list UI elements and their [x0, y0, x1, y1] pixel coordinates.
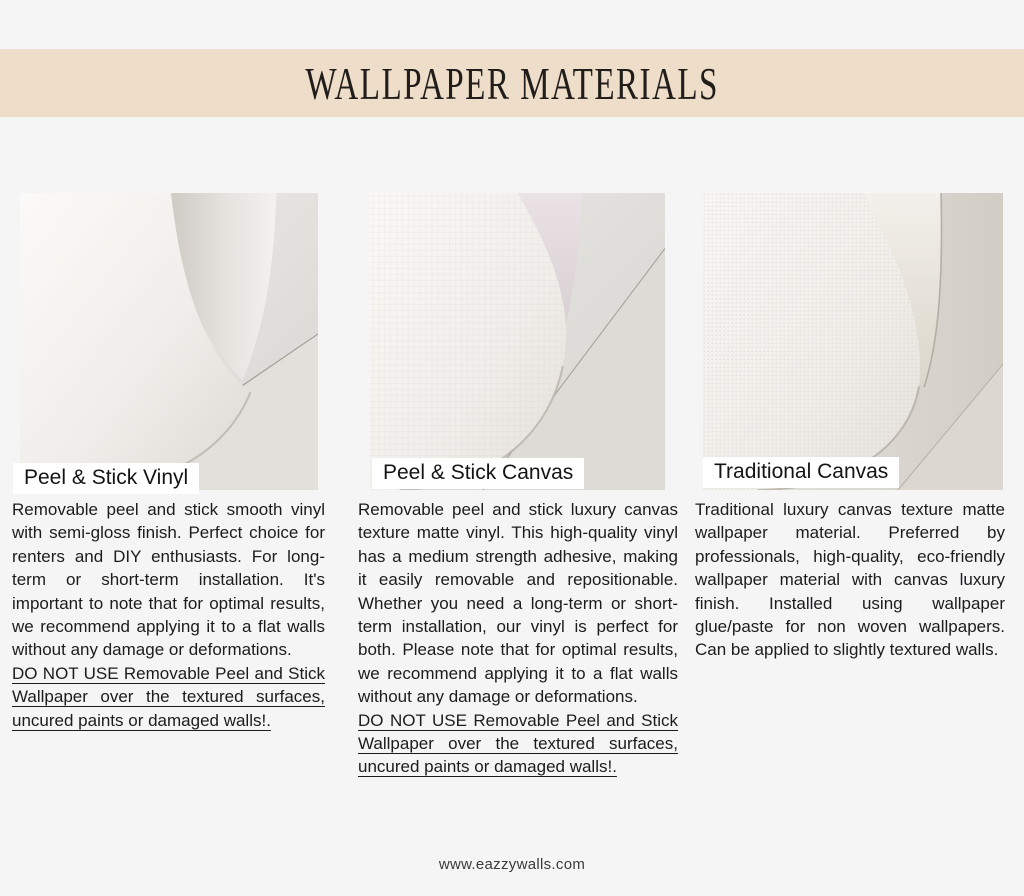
- description-text: Removable peel and stick luxury canvas texture matte vinyl. This high-quality vinyl has a medium strength adhesive, making it easily removable and repositionable. Whether you need a long-term or short-term installation, our vinyl is perfect for both. Please note that for optimal results, we recommend applying it to a flat walls without any damage or deformations.: [358, 500, 678, 707]
- material-label-peel-stick-vinyl: Peel & Stick Vinyl: [13, 463, 199, 494]
- description-text: Traditional luxury canvas texture matte wallpaper material. Preferred by professionals, high-quality, eco-friendly wallpaper material with canvas luxury finish. Installed using wallpaper glue/paste for non woven wallpapers. Can be applied to slightly textured walls.: [695, 500, 1005, 660]
- photo-peel-stick-vinyl: [20, 193, 318, 490]
- website-url: www.eazzywalls.com: [438, 856, 586, 873]
- canvas-vinyl-curl-illustration: [370, 193, 665, 490]
- canvas-weave-curl-illustration: [703, 193, 1003, 490]
- page-title: WALLPAPER MATERIALS: [305, 57, 719, 109]
- smooth-vinyl-curl-illustration: [20, 193, 318, 490]
- warning-text: DO NOT USE Removable Peel and Stick Wallpaper over the textured surfaces, uncured paints or damaged walls!.: [358, 710, 678, 777]
- header-banner: [0, 49, 1024, 117]
- material-description-traditional-canvas: [695, 498, 1005, 662]
- material-label-traditional-canvas: Traditional Canvas: [703, 457, 899, 488]
- material-label-peel-stick-canvas: Peel & Stick Canvas: [372, 458, 584, 489]
- warning-text: DO NOT USE Removable Peel and Stick Wallpaper over the textured surfaces, uncured paints or damaged walls!.: [12, 663, 325, 730]
- material-description-peel-stick-vinyl: [12, 498, 325, 732]
- photo-traditional-canvas: [703, 193, 1003, 490]
- material-description-peel-stick-canvas: [358, 498, 678, 779]
- description-text: Removable peel and stick smooth vinyl with semi-gloss finish. Perfect choice for renters and DIY enthusiasts. For long-term or short-term installation. It's important to note that for optimal results, we recommend applying it to a flat walls without any damage or deformations.: [12, 500, 325, 660]
- photo-peel-stick-canvas: [370, 193, 665, 490]
